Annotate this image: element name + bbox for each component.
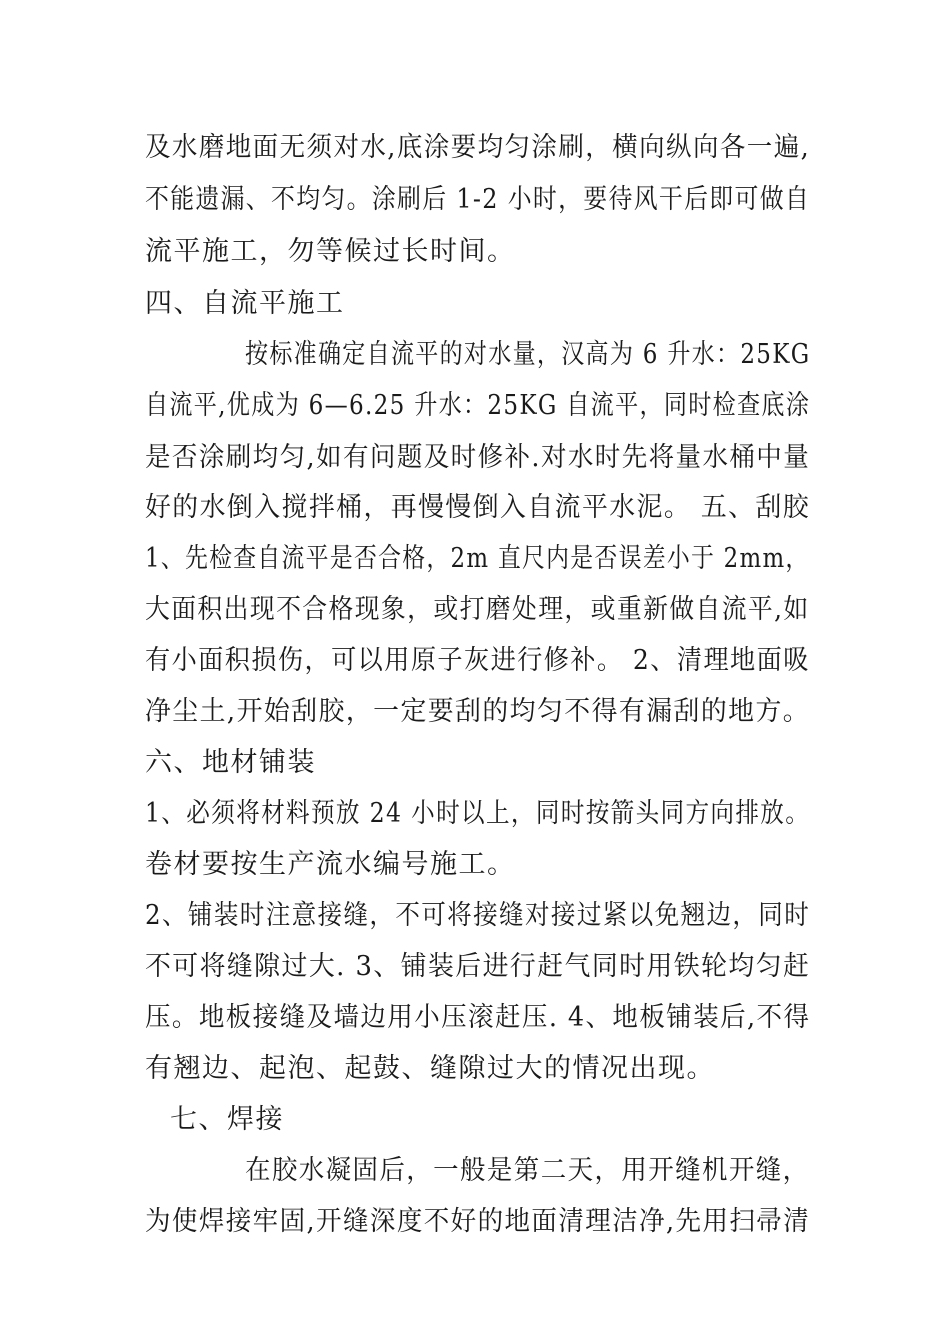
paragraph-line: 压。地板接缝及墙边用小压滚赶压. 4、地板铺装后,不得 [145,1002,811,1033]
paragraph-line: 在胶水凝固后，一般是第二天，用开缝机开缝， [245,1155,810,1186]
paragraph-line: 及水磨地面无须对水,底涂要均匀涂刷，横向纵向各一遍, [145,132,811,163]
section-heading: 六、地材铺装 [145,747,316,778]
paragraph-line: 不可将缝隙过大. 3、铺装后进行赶气同时用铁轮均匀赶 [145,951,811,982]
paragraph-line: 按标准确定自流平的对水量，汉高为 6 升水：25KG [245,339,811,370]
section-heading: 四、自流平施工 [145,288,345,319]
paragraph-line: 好的水倒入搅拌桶，再慢慢倒入自流平水泥。 五、刮胶 [145,492,811,523]
paragraph-line: 自流平,优成为 6—6.25 升水：25KG 自流平，同时检查底涂 [145,390,811,421]
paragraph-line: 2、铺装时注意接缝，不可将接缝对接过紧以免翘边，同时 [145,900,811,931]
paragraph-line: 流平施工，勿等候过长时间。 [145,236,516,267]
paragraph-line: 大面积出现不合格现象，或打磨处理，或重新做自流平,如 [145,594,810,625]
paragraph-line: 1、必须将材料预放 24 小时以上，同时按箭头同方向排放。 [145,798,811,829]
paragraph-line: 为使焊接牢固,开缝深度不好的地面清理洁净,先用扫帚清 [145,1206,811,1237]
paragraph-line: 1、先检查自流平是否合格，2m 直尺内是否误差小于 2mm， [145,543,810,574]
paragraph-line: 有翘边、起泡、起鼓、缝隙过大的情况出现。 [145,1053,715,1084]
paragraph-line: 是否涂刷均匀,如有问题及时修补.对水时先将量水桶中量 [145,442,811,473]
paragraph-line: 不能遗漏、不均匀。涂刷后 1-2 小时，要待风干后即可做自 [145,184,811,215]
paragraph-line: 卷材要按生产流水编号施工。 [145,849,516,880]
paragraph-line: 有小面积损伤，可以用原子灰进行修补。 2、清理地面吸 [145,645,810,676]
section-heading: 七、焊接 [170,1104,284,1135]
paragraph-line: 净尘土,开始刮胶，一定要刮的均匀不得有漏刮的地方。 [145,696,811,727]
